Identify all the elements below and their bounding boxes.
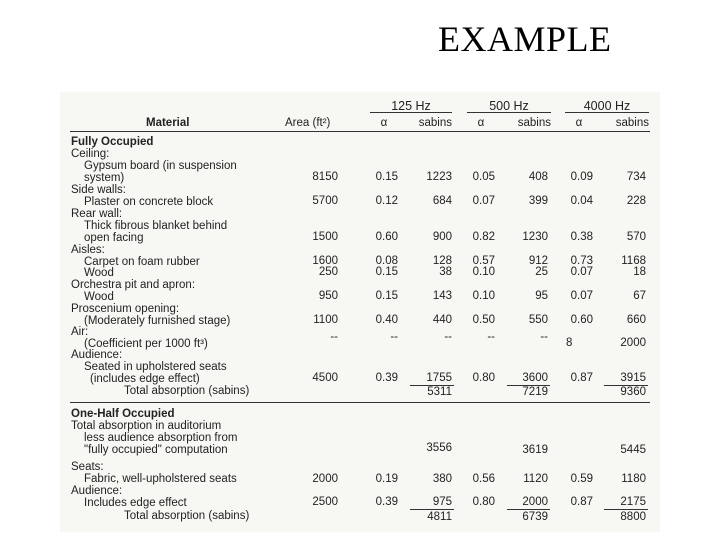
cell: 4500 bbox=[312, 372, 338, 384]
cell: 0.15 bbox=[375, 266, 398, 278]
cell: 0.39 bbox=[375, 496, 398, 508]
cell: 250 bbox=[318, 266, 338, 278]
cell: 660 bbox=[626, 314, 646, 326]
cell: 2000 bbox=[312, 473, 338, 485]
cell: 1600 bbox=[312, 255, 338, 267]
cell: 0.59 bbox=[570, 473, 593, 485]
cell: 2000 bbox=[620, 337, 646, 349]
cell: 0.09 bbox=[570, 171, 593, 183]
row-label: Proscenium opening: bbox=[71, 303, 180, 315]
sum-rule bbox=[410, 509, 454, 510]
freq-125-header: 125 Hz bbox=[391, 99, 431, 113]
row-label: Aisles: bbox=[71, 244, 105, 256]
row-label: "fully occupied" computation bbox=[84, 444, 228, 456]
row-label: Ceiling: bbox=[71, 148, 110, 160]
cell: 0.56 bbox=[472, 473, 495, 485]
cell: 6739 bbox=[522, 511, 548, 523]
cell: 950 bbox=[318, 290, 338, 302]
cell: 0.80 bbox=[472, 496, 495, 508]
cell: 1223 bbox=[426, 171, 452, 183]
row-label: Rear wall: bbox=[71, 208, 123, 220]
cell: 7219 bbox=[522, 386, 548, 398]
row-label: Audience: bbox=[71, 349, 123, 361]
cell: 0.87 bbox=[570, 372, 593, 384]
cell: -- bbox=[390, 331, 398, 343]
row-label: (Coefficient per 1000 ft³) bbox=[84, 338, 208, 350]
row-label: Air: bbox=[71, 326, 89, 338]
cell: -- bbox=[540, 331, 548, 343]
alpha-header: α bbox=[477, 117, 485, 129]
cell: 5311 bbox=[427, 386, 452, 398]
cell: 0.19 bbox=[375, 473, 398, 485]
row-label: Carpet on foam rubber bbox=[84, 256, 200, 268]
cell: 1500 bbox=[312, 231, 338, 243]
total-label: Total absorption (sabins) bbox=[124, 510, 250, 522]
cell: 0.39 bbox=[375, 372, 398, 384]
cell: 143 bbox=[432, 290, 452, 302]
total-label: Total absorption (sabins) bbox=[124, 385, 250, 397]
section-heading: Fully Occupied bbox=[71, 136, 154, 148]
row-label: open facing bbox=[84, 232, 144, 244]
cell: 399 bbox=[528, 195, 548, 207]
cell: 1168 bbox=[621, 255, 646, 267]
cell: 440 bbox=[432, 314, 452, 326]
row-label: system) bbox=[84, 172, 125, 184]
cell: 0.80 bbox=[472, 372, 495, 384]
sum-rule bbox=[604, 509, 648, 510]
cell: -- bbox=[330, 331, 338, 343]
sum-rule bbox=[507, 509, 550, 510]
cell: 0.10 bbox=[472, 266, 495, 278]
cell: 380 bbox=[432, 473, 452, 485]
row-label: Includes edge effect bbox=[84, 497, 187, 509]
section-rule bbox=[70, 402, 650, 403]
freq-4000-header: 4000 Hz bbox=[583, 99, 631, 113]
row-label: Orchestra pit and apron: bbox=[71, 279, 196, 291]
cell: 8 bbox=[566, 337, 573, 349]
cell: 4811 bbox=[427, 511, 452, 523]
cell: 0.07 bbox=[570, 290, 593, 302]
cell: 95 bbox=[535, 290, 548, 302]
row-label: Fabric, well-upholstered seats bbox=[84, 473, 237, 485]
cell: 2000 bbox=[522, 496, 548, 508]
cell: 0.40 bbox=[375, 314, 398, 326]
cell: 734 bbox=[626, 171, 646, 183]
page-title: EXAMPLE bbox=[438, 19, 612, 59]
cell: 0.82 bbox=[472, 231, 495, 243]
cell: 1180 bbox=[621, 473, 646, 485]
cell: 3619 bbox=[522, 444, 548, 456]
cell: 0.15 bbox=[375, 171, 398, 183]
cell: 8150 bbox=[312, 171, 338, 183]
cell: 3556 bbox=[426, 442, 452, 454]
cell: 25 bbox=[535, 266, 548, 278]
sabins-header: sabins bbox=[418, 117, 452, 129]
cell: 0.38 bbox=[570, 231, 593, 243]
cell: 0.12 bbox=[375, 195, 398, 207]
cell: 67 bbox=[633, 290, 646, 302]
row-label: Seats: bbox=[71, 461, 104, 473]
cell: 0.08 bbox=[375, 255, 398, 267]
row-label: Wood bbox=[84, 291, 114, 303]
cell: 570 bbox=[626, 231, 646, 243]
cell: 8800 bbox=[620, 511, 646, 523]
cell: 0.73 bbox=[570, 255, 593, 267]
cell: 3600 bbox=[522, 372, 548, 384]
cell: 0.87 bbox=[570, 496, 593, 508]
row-label: Audience: bbox=[71, 485, 123, 497]
cell: 1120 bbox=[523, 473, 548, 485]
cell: 684 bbox=[432, 195, 452, 207]
row-label: (includes edge effect) bbox=[90, 373, 200, 385]
cell: 38 bbox=[439, 266, 452, 278]
cell: 0.04 bbox=[570, 195, 593, 207]
cell: 0.07 bbox=[472, 195, 495, 207]
cell: 128 bbox=[432, 255, 452, 267]
cell: 2175 bbox=[620, 496, 646, 508]
row-label: (Moderately furnished stage) bbox=[84, 315, 231, 327]
row-label: Wood bbox=[84, 267, 114, 279]
cell: 0.05 bbox=[472, 171, 495, 183]
cell: 900 bbox=[432, 231, 452, 243]
cell: 0.10 bbox=[472, 290, 495, 302]
row-label: Plaster on concrete block bbox=[84, 196, 214, 208]
row-label: Side walls: bbox=[71, 184, 126, 196]
cell: 912 bbox=[528, 255, 548, 267]
cell: 3915 bbox=[620, 372, 646, 384]
cell: 550 bbox=[528, 314, 548, 326]
cell: 18 bbox=[633, 266, 646, 278]
alpha-header: α bbox=[575, 117, 583, 129]
sabins-header: sabins bbox=[615, 117, 649, 129]
cell: 5700 bbox=[312, 195, 338, 207]
cell: 228 bbox=[626, 195, 646, 207]
sabins-header: sabins bbox=[517, 117, 551, 129]
cell: 1100 bbox=[313, 314, 338, 326]
row-label: Seated in upholstered seats bbox=[84, 361, 227, 373]
cell: 0.60 bbox=[570, 314, 593, 326]
alpha-header: α bbox=[380, 117, 388, 129]
freq-500-header: 500 Hz bbox=[489, 99, 529, 113]
cell: 975 bbox=[432, 496, 452, 508]
cell: 1230 bbox=[522, 231, 548, 243]
cell: 0.07 bbox=[570, 266, 593, 278]
cell: 1755 bbox=[426, 372, 452, 384]
cell: -- bbox=[487, 331, 495, 343]
section-heading: One-Half Occupied bbox=[71, 408, 175, 420]
row-label: Total absorption in auditorium bbox=[71, 420, 222, 432]
row-label: Gypsum board (in suspension bbox=[84, 160, 237, 172]
cell: -- bbox=[444, 331, 452, 343]
header-bottom-rule bbox=[70, 131, 650, 132]
area-header: Area (ft²) bbox=[285, 117, 331, 129]
row-label: less audience absorption from bbox=[84, 432, 238, 444]
cell: 0.50 bbox=[472, 314, 495, 326]
row-label: Thick fibrous blanket behind bbox=[84, 220, 228, 232]
material-header: Material bbox=[146, 117, 190, 129]
cell: 0.60 bbox=[375, 231, 398, 243]
cell: 0.57 bbox=[472, 255, 495, 267]
cell: 9360 bbox=[620, 386, 646, 398]
cell: 5445 bbox=[620, 444, 646, 456]
cell: 2500 bbox=[312, 496, 338, 508]
cell: 0.15 bbox=[375, 290, 398, 302]
cell: 408 bbox=[528, 171, 548, 183]
